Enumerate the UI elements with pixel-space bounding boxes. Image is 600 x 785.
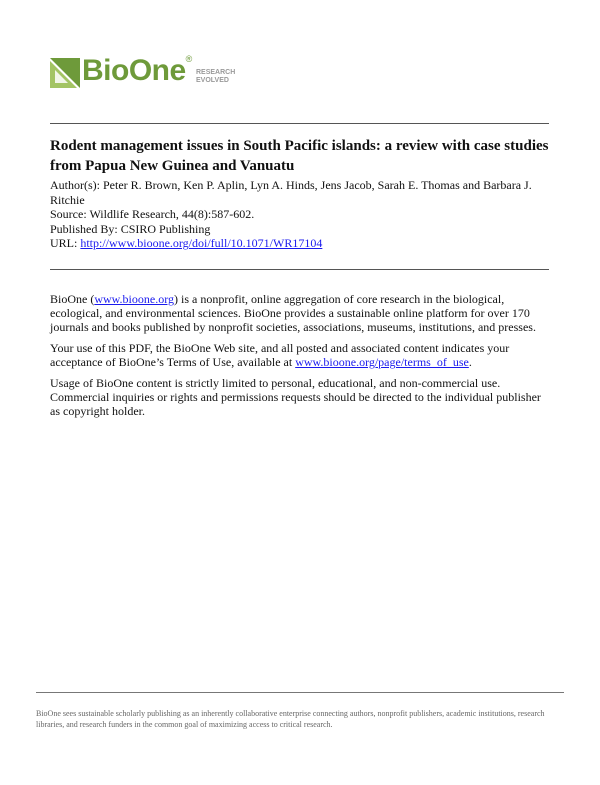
authors: Peter R. Brown, Ken P. Aplin, Lyn A. Hinds, Jens Jacob, Sarah E. Thomas and Barbara J. Ritchie (50, 178, 532, 207)
terms-of-use-link[interactable]: www.bioone.org/page/terms_of_use (295, 355, 469, 369)
bioone-notice (50, 292, 549, 425)
middle-divider (50, 269, 549, 270)
bioone-logo-icon (50, 58, 80, 88)
bioone-home-link[interactable]: www.bioone.org (94, 292, 174, 306)
article-title: Rodent management issues in South Pacific islands: a review with case studies from Papua New Guinea and Vanuatu (50, 138, 549, 174)
source-line: Source: Wildlife Research, 44(8):587-602. (50, 207, 255, 222)
footer-divider (36, 692, 564, 693)
publisher-line: Published By: CSIRO Publishing (50, 221, 211, 236)
footer-text: BioOne sees sustainable scholarly publishing as an inherently collaborative enterprise connecting authors, nonprofit publishers, academic institutions, research libraries, and research funders in the common goal of maximizing access to critical research. (36, 709, 545, 729)
notice-paragraph-1: BioOne (www.bioone.org) is a nonprofit, online aggregation of core research in the biological, ecological, and environmental sciences. BioOne provides a sustainable online platform for over 170 journals and books published by nonprofit societies, associations, museums, institutions, and presses. (50, 292, 536, 334)
source: Wildlife Research, 44(8):587-602. (89, 207, 255, 222)
top-divider (50, 123, 549, 124)
logo-wordmark: BioOne® (82, 54, 192, 87)
url-line: URL: http://www.bioone.org/doi/full/10.1071/WR17104 (50, 236, 323, 251)
authors-line: Author(s): Peter R. Brown, Ken P. Aplin, Lyn A. Hinds, Jens Jacob, Sarah E. Thomas and Barbara J. Ritchie (50, 178, 532, 207)
article-url-link[interactable]: http://www.bioone.org/doi/full/10.1071/WR17104 (80, 236, 323, 251)
article-metadata (50, 178, 549, 251)
notice-paragraph-2: Your use of this PDF, the BioOne Web site, and all posted and associated content indicates your acceptance of BioOne’s Terms of Use, available at www.bioone.org/page/terms_of_use. (50, 341, 510, 369)
bioone-logo (50, 54, 250, 94)
notice-paragraph-3: Usage of BioOne content is strictly limited to personal, educational, and non-commercial use. Commercial inquiries or rights and permissions requests should be directed to the individual publisher as copyright holder. (50, 376, 541, 418)
publisher: CSIRO Publishing (120, 221, 211, 236)
logo-tagline: RESEARCH EVOLVED (196, 69, 236, 84)
